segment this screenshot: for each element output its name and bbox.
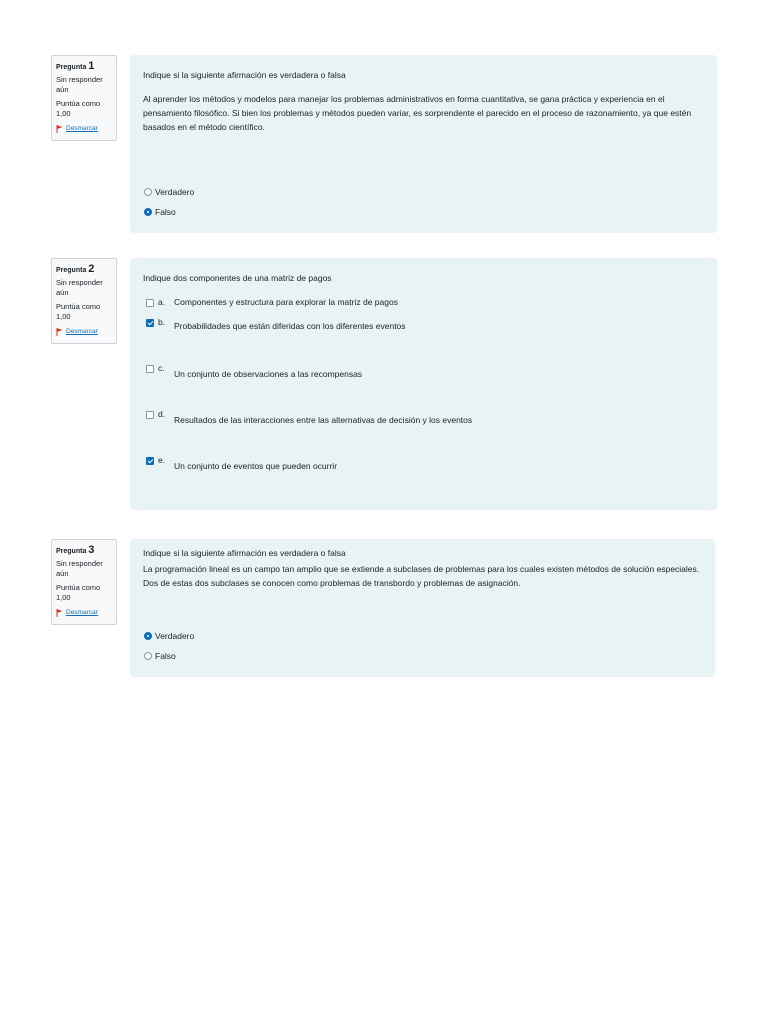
unflag-link[interactable]: Desmarcar [56,327,112,337]
answer-options [144,185,194,219]
unflag-link[interactable]: Desmarcar [56,608,112,618]
question-info [51,539,117,625]
question-state: Sin responder aún [56,75,103,94]
radio-button-checked[interactable] [144,632,152,640]
answer-options [144,629,194,663]
question-grade: Puntúa como 1,00 [56,302,101,321]
checkbox[interactable] [146,411,154,419]
checkbox[interactable] [146,365,154,373]
question-prompt: Indique si la siguiente afirmación es verdadera o falsa [143,70,346,80]
question-content [130,258,717,510]
question-prompt: Indique si la siguiente afirmación es verdadera o falsa [143,548,346,558]
flag-icon [56,609,63,617]
question-number: Pregunta 1 [56,60,95,72]
option-true[interactable]: Verdadero [144,629,194,643]
question-grade: Puntúa como 1,00 [56,583,101,602]
option-e[interactable]: e. Un conjunto de eventos que pueden ocurrir [146,454,337,472]
checkbox-checked[interactable] [146,457,154,465]
question-statement: Al aprender los métodos y modelos para manejar los problemas administrativos en forma cuantitativa, se gana práctica y experiencia en el pensamiento filosófico. Si bien los problemas y métodos pueden variar, es sorprendente el parecido en el proceso de razonamiento, ya que estén basados en el método científico. [143,94,692,132]
option-true[interactable]: Verdadero [144,185,194,199]
checkbox-checked[interactable] [146,319,154,327]
unflag-link[interactable]: Desmarcar [56,124,112,134]
question-content [130,539,715,677]
option-a[interactable]: a. Componentes y estructura para explorar la matriz de pagos [146,296,398,310]
flag-icon [56,328,63,336]
option-false[interactable]: Falso [144,649,194,663]
question-grade: Puntúa como 1,00 [56,99,101,118]
flag-icon [56,125,63,133]
option-d[interactable]: d. Resultados de las interacciones entre las alternativas de decisión y los eventos [146,408,472,426]
radio-button[interactable] [144,652,152,660]
option-c[interactable]: c. Un conjunto de observaciones a las recompensas [146,362,362,380]
question-info [51,55,117,141]
question-content [130,55,717,233]
question-number: Pregunta 3 [56,544,95,556]
question-statement: La programación lineal es un campo tan amplio que se extiende a subclases de problemas para los cuales existen métodos de solución especiales. Dos de estas dos subclases se conocen como problemas de transbordo y problemas de asignación. [143,564,700,588]
question-prompt: Indique dos componentes de una matriz de pagos [143,273,332,283]
option-false[interactable]: Falso [144,205,194,219]
question-info [51,258,117,344]
question-number: Pregunta 2 [56,263,95,275]
option-b[interactable]: b. Probabilidades que están diferidas con los diferentes eventos [146,316,406,332]
question-state: Sin responder aún [56,559,103,578]
radio-button[interactable] [144,188,152,196]
radio-button-checked[interactable] [144,208,152,216]
checkbox[interactable] [146,299,154,307]
question-state: Sin responder aún [56,278,103,297]
